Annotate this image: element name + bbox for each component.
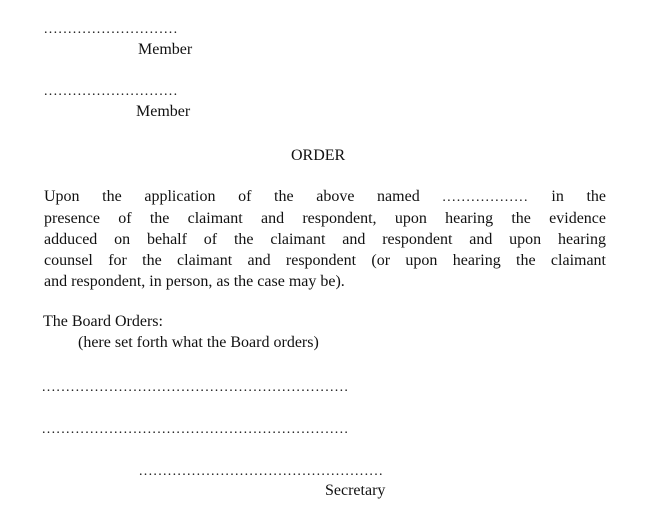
- paragraph-line-2: presence of the claimant and respondent, upon hearing the evidence: [44, 210, 606, 227]
- order-paragraph: [44, 186, 606, 292]
- order-blank-line-2: ................................................................: [42, 422, 350, 437]
- order-blank-line-1: ................................................................: [42, 380, 350, 395]
- paragraph-line-1-start: Upon the application of the above named: [44, 188, 420, 205]
- paragraph-line-3: adduced on behalf of the claimant and respondent and upon hearing: [44, 231, 606, 248]
- member-signature-line-1: ............................: [44, 22, 179, 37]
- board-orders-instruction: (here set forth what the Board orders): [78, 334, 319, 351]
- applicant-name-blank: ..................: [442, 190, 529, 205]
- member-signature-line-2: ............................: [44, 84, 179, 99]
- member-label-1: Member: [138, 41, 193, 58]
- board-orders-label: The Board Orders:: [43, 313, 163, 330]
- paragraph-line-4: counsel for the claimant and respondent (or upon hearing the claimant: [44, 252, 606, 269]
- paragraph-line-1-end: in the: [551, 188, 607, 205]
- order-heading: ORDER: [291, 147, 346, 164]
- member-label-2: Member: [136, 103, 191, 120]
- paragraph-line-5: and respondent, in person, as the case may be).: [44, 273, 345, 290]
- secretary-signature-line: ...................................................: [139, 464, 384, 479]
- secretary-label: Secretary: [325, 482, 386, 499]
- paragraph-line-1: [44, 186, 606, 208]
